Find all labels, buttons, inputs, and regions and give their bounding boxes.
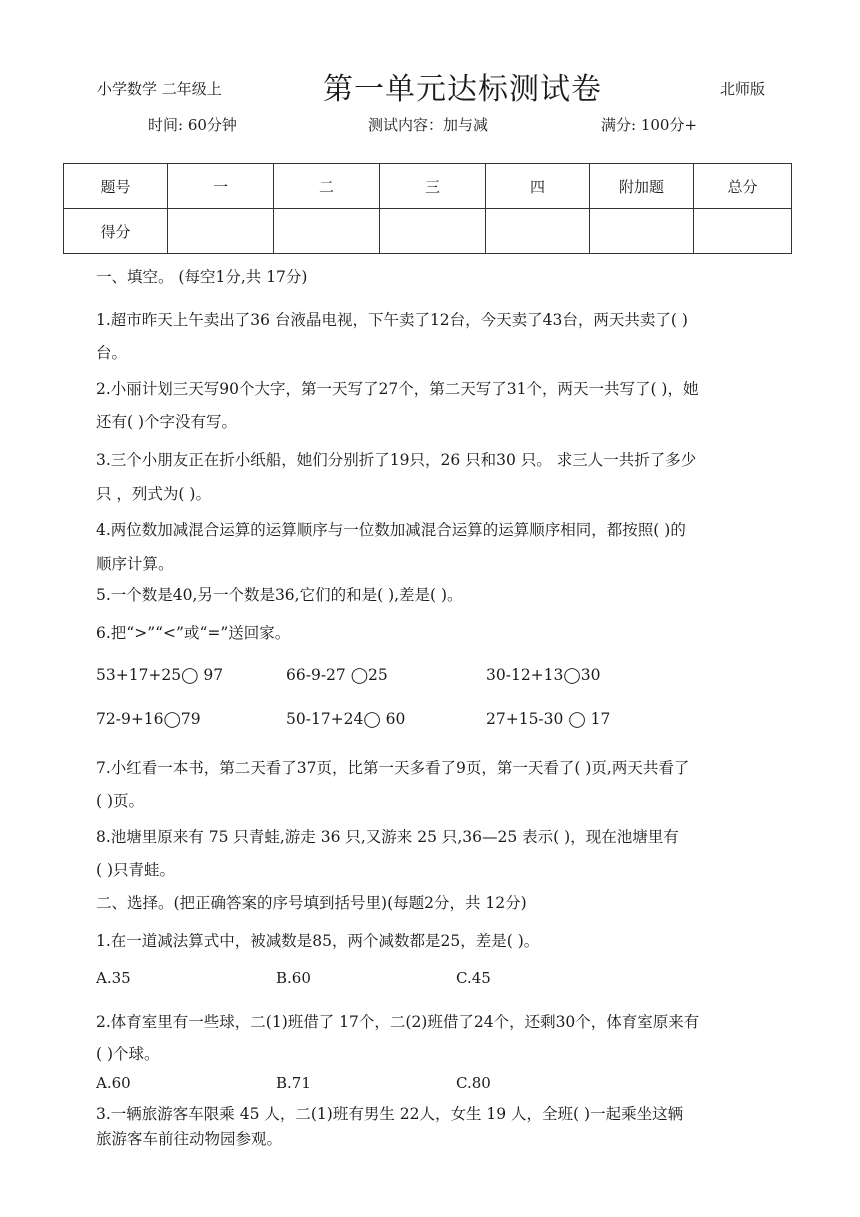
- question-7-line1: 7.小红看一本书，第二天看了37页，比第一天多看了9页，第一天看了( )页,两天共看了: [96, 759, 690, 777]
- edition-label: 北师版: [720, 80, 766, 98]
- question-4-line2: 顺序计算。: [96, 555, 174, 573]
- score-row-label: 得分: [64, 209, 168, 254]
- table-header-cell: 三: [380, 164, 486, 209]
- option-b: B.71: [276, 1074, 311, 1092]
- option-c: C.80: [456, 1074, 491, 1092]
- option-a: A.35: [96, 969, 131, 987]
- choice-question-2-line2: ( )个球。: [96, 1045, 160, 1063]
- compare-item: 72-9+16◯79: [96, 710, 201, 728]
- page-title: 第一单元达标测试卷: [323, 72, 602, 107]
- table-header-cell: 四: [486, 164, 590, 209]
- score-table: [63, 163, 792, 254]
- question-8-line1: 8.池塘里原来有 75 只青蛙,游走 36 只,又游来 25 只,36—25 表示( )，现在池塘里有: [96, 828, 679, 846]
- question-5: 5.一个数是40,另一个数是36,它们的和是( ),差是( )。: [96, 586, 463, 604]
- choice-question-2-line1: 2.体育室里有一些球，二(1)班借了 17个，二(2)班借了24个，还剩30个，体育室原来有: [96, 1013, 700, 1031]
- question-3-line2: 只 ，列式为( )。: [96, 485, 211, 503]
- option-c: C.45: [456, 969, 491, 987]
- score-cell[interactable]: [380, 209, 486, 254]
- table-header-cell: 题号: [64, 164, 168, 209]
- time-label: 时间: 60分钟: [148, 116, 237, 134]
- compare-item: 66-9-27 ◯25: [286, 666, 388, 684]
- question-2-line1: 2.小丽计划三天写90个大字，第一天写了27个，第二天写了31个，两天一共写了( )，她: [96, 380, 699, 398]
- option-b: B.60: [276, 969, 311, 987]
- table-header-cell: 总分: [694, 164, 792, 209]
- score-cell[interactable]: [274, 209, 380, 254]
- question-7-line2: ( )页。: [96, 792, 145, 810]
- compare-item: 50-17+24◯ 60: [286, 710, 406, 728]
- section1-heading: 一、填空。 (每空1分,共 17分): [96, 268, 308, 286]
- table-header-cell: 附加题: [590, 164, 694, 209]
- score-cell[interactable]: [590, 209, 694, 254]
- table-row: [64, 209, 792, 254]
- choice-question-1: 1.在一道减法算式中，被减数是85，两个减数都是25，差是( )。: [96, 932, 540, 950]
- section2-heading: 二、选择。(把正确答案的序号填到括号里)(每题2分，共 12分): [96, 894, 527, 912]
- table-header-cell: 二: [274, 164, 380, 209]
- question-8-line2: ( )只青蛙。: [96, 861, 176, 879]
- content-label: 测试内容：加与减: [368, 116, 489, 134]
- option-a: A.60: [96, 1074, 131, 1092]
- compare-item: 30-12+13◯30: [486, 666, 601, 684]
- score-cell[interactable]: [694, 209, 792, 254]
- full-score-label: 满分: 100分+: [601, 116, 698, 134]
- question-4-line1: 4.两位数加减混合运算的运算顺序与一位数加减混合运算的运算顺序相同，都按照( )的: [96, 521, 686, 539]
- table-row: [64, 164, 792, 209]
- choice-question-3-line2: 旅游客车前往动物园参观。: [96, 1130, 283, 1148]
- question-3-line1: 3.三个小朋友正在折小纸船，她们分别折了19只，26 只和30 只。 求三人一共折了多少: [96, 451, 697, 469]
- choice-question-3-line1: 3.一辆旅游客车限乘 45 人，二(1)班有男生 22人，女生 19 人，全班( )一起乘坐这辆: [96, 1105, 684, 1123]
- score-cell[interactable]: [486, 209, 590, 254]
- question-1-line1: 1.超市昨天上午卖出了36 台液晶电视，下午卖了12台，今天卖了43台，两天共卖了( ): [96, 311, 688, 329]
- table-header-cell: 一: [168, 164, 274, 209]
- score-cell[interactable]: [168, 209, 274, 254]
- question-1-line2: 台。: [96, 344, 128, 362]
- compare-item: 53+17+25◯ 97: [96, 666, 224, 684]
- compare-item: 27+15-30 ◯ 17: [486, 710, 611, 728]
- question-2-line2: 还有( )个字没有写。: [96, 413, 238, 431]
- subject-grade: 小学数学 二年级上: [97, 80, 222, 98]
- question-6: 6.把“>”“<”或“=”送回家。: [96, 624, 291, 642]
